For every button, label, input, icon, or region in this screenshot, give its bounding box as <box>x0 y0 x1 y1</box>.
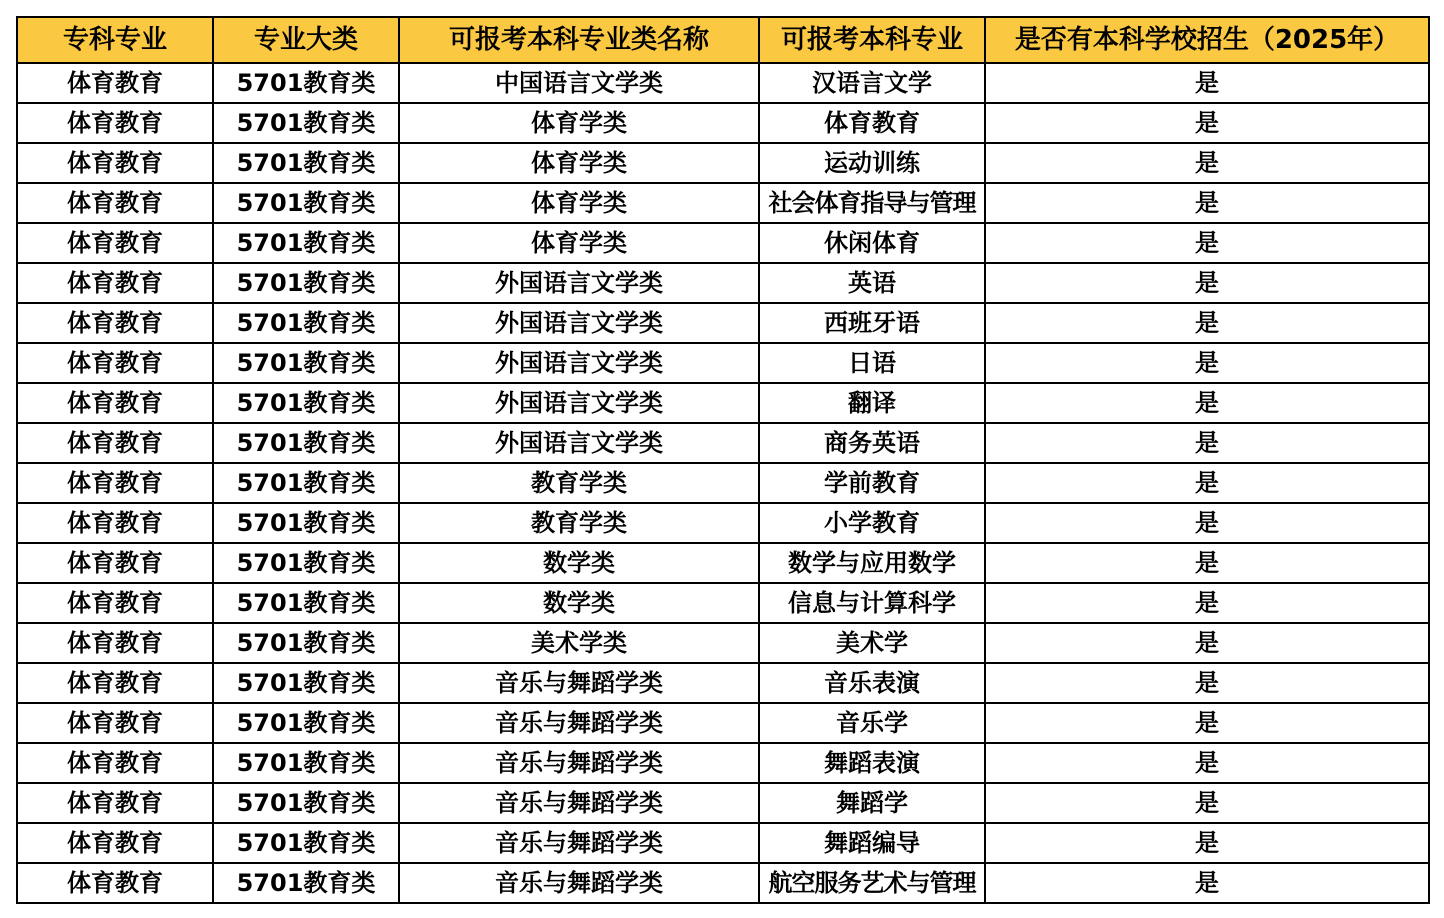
col-header-associate-major: 专科专业 <box>17 17 213 63</box>
table-row <box>17 823 1429 863</box>
table-row <box>17 543 1429 583</box>
cell-major-category: 5701教育类 <box>213 823 399 863</box>
cell-associate-major: 体育教育 <box>17 143 213 183</box>
cell-enrollment: 是 <box>985 183 1429 223</box>
cell-associate-major: 体育教育 <box>17 503 213 543</box>
cell-bachelor-category: 音乐与舞蹈学类 <box>399 863 759 903</box>
cell-enrollment: 是 <box>985 143 1429 183</box>
table-row <box>17 383 1429 423</box>
cell-enrollment: 是 <box>985 343 1429 383</box>
cell-bachelor-major: 英语 <box>759 263 985 303</box>
cell-associate-major: 体育教育 <box>17 463 213 503</box>
cell-bachelor-category: 体育学类 <box>399 183 759 223</box>
cell-associate-major: 体育教育 <box>17 823 213 863</box>
cell-enrollment: 是 <box>985 703 1429 743</box>
table-row <box>17 103 1429 143</box>
cell-bachelor-major: 航空服务艺术与管理 <box>759 863 985 903</box>
cell-bachelor-major: 翻译 <box>759 383 985 423</box>
cell-bachelor-major: 美术学 <box>759 623 985 663</box>
cell-bachelor-major: 舞蹈表演 <box>759 743 985 783</box>
cell-associate-major: 体育教育 <box>17 63 213 103</box>
cell-enrollment: 是 <box>985 783 1429 823</box>
cell-associate-major: 体育教育 <box>17 543 213 583</box>
cell-bachelor-category: 数学类 <box>399 583 759 623</box>
cell-major-category: 5701教育类 <box>213 63 399 103</box>
header-row <box>17 17 1429 63</box>
cell-bachelor-category: 外国语言文学类 <box>399 303 759 343</box>
table-row <box>17 423 1429 463</box>
cell-major-category: 5701教育类 <box>213 263 399 303</box>
cell-bachelor-major: 音乐表演 <box>759 663 985 703</box>
cell-bachelor-category: 音乐与舞蹈学类 <box>399 663 759 703</box>
cell-bachelor-major: 舞蹈学 <box>759 783 985 823</box>
cell-major-category: 5701教育类 <box>213 463 399 503</box>
cell-bachelor-major: 西班牙语 <box>759 303 985 343</box>
cell-enrollment: 是 <box>985 583 1429 623</box>
cell-major-category: 5701教育类 <box>213 503 399 543</box>
cell-bachelor-category: 体育学类 <box>399 103 759 143</box>
table-row <box>17 343 1429 383</box>
cell-bachelor-category: 体育学类 <box>399 223 759 263</box>
cell-bachelor-category: 数学类 <box>399 543 759 583</box>
cell-associate-major: 体育教育 <box>17 743 213 783</box>
cell-major-category: 5701教育类 <box>213 663 399 703</box>
col-header-bachelor-major: 可报考本科专业 <box>759 17 985 63</box>
table-row <box>17 503 1429 543</box>
cell-bachelor-category: 音乐与舞蹈学类 <box>399 783 759 823</box>
table-row <box>17 63 1429 103</box>
cell-enrollment: 是 <box>985 103 1429 143</box>
cell-enrollment: 是 <box>985 543 1429 583</box>
cell-bachelor-major: 小学教育 <box>759 503 985 543</box>
cell-major-category: 5701教育类 <box>213 143 399 183</box>
table-row <box>17 303 1429 343</box>
cell-associate-major: 体育教育 <box>17 383 213 423</box>
cell-major-category: 5701教育类 <box>213 543 399 583</box>
cell-enrollment: 是 <box>985 423 1429 463</box>
table-row <box>17 263 1429 303</box>
cell-bachelor-category: 外国语言文学类 <box>399 383 759 423</box>
cell-bachelor-category: 体育学类 <box>399 143 759 183</box>
cell-bachelor-category: 外国语言文学类 <box>399 423 759 463</box>
cell-associate-major: 体育教育 <box>17 863 213 903</box>
cell-major-category: 5701教育类 <box>213 103 399 143</box>
cell-associate-major: 体育教育 <box>17 423 213 463</box>
table-row <box>17 743 1429 783</box>
cell-enrollment: 是 <box>985 303 1429 343</box>
cell-bachelor-major: 运动训练 <box>759 143 985 183</box>
cell-major-category: 5701教育类 <box>213 703 399 743</box>
table-row <box>17 703 1429 743</box>
cell-major-category: 5701教育类 <box>213 223 399 263</box>
cell-enrollment: 是 <box>985 263 1429 303</box>
cell-bachelor-category: 音乐与舞蹈学类 <box>399 743 759 783</box>
cell-major-category: 5701教育类 <box>213 183 399 223</box>
cell-major-category: 5701教育类 <box>213 863 399 903</box>
cell-associate-major: 体育教育 <box>17 623 213 663</box>
cell-enrollment: 是 <box>985 463 1429 503</box>
cell-enrollment: 是 <box>985 663 1429 703</box>
cell-major-category: 5701教育类 <box>213 583 399 623</box>
cell-bachelor-category: 教育学类 <box>399 463 759 503</box>
table-body <box>17 63 1429 903</box>
cell-enrollment: 是 <box>985 223 1429 263</box>
cell-bachelor-major: 商务英语 <box>759 423 985 463</box>
cell-bachelor-major: 休闲体育 <box>759 223 985 263</box>
cell-bachelor-category: 教育学类 <box>399 503 759 543</box>
table-row <box>17 583 1429 623</box>
cell-bachelor-major: 信息与计算科学 <box>759 583 985 623</box>
col-header-major-category: 专业大类 <box>213 17 399 63</box>
cell-bachelor-major: 学前教育 <box>759 463 985 503</box>
cell-major-category: 5701教育类 <box>213 343 399 383</box>
cell-bachelor-major: 汉语言文学 <box>759 63 985 103</box>
cell-associate-major: 体育教育 <box>17 223 213 263</box>
cell-bachelor-major: 社会体育指导与管理 <box>759 183 985 223</box>
cell-enrollment: 是 <box>985 863 1429 903</box>
col-header-bachelor-category: 可报考本科专业类名称 <box>399 17 759 63</box>
table-row <box>17 223 1429 263</box>
table-row <box>17 143 1429 183</box>
col-header-enrollment-2025: 是否有本科学校招生（2025年） <box>985 17 1429 63</box>
cell-bachelor-major: 舞蹈编导 <box>759 823 985 863</box>
cell-bachelor-category: 美术学类 <box>399 623 759 663</box>
cell-bachelor-category: 音乐与舞蹈学类 <box>399 823 759 863</box>
cell-associate-major: 体育教育 <box>17 263 213 303</box>
cell-associate-major: 体育教育 <box>17 703 213 743</box>
cell-bachelor-category: 音乐与舞蹈学类 <box>399 703 759 743</box>
cell-bachelor-category: 中国语言文学类 <box>399 63 759 103</box>
cell-major-category: 5701教育类 <box>213 783 399 823</box>
cell-bachelor-major: 音乐学 <box>759 703 985 743</box>
cell-major-category: 5701教育类 <box>213 623 399 663</box>
cell-bachelor-major: 体育教育 <box>759 103 985 143</box>
table-row <box>17 623 1429 663</box>
admissions-table <box>16 16 1430 904</box>
cell-associate-major: 体育教育 <box>17 663 213 703</box>
cell-major-category: 5701教育类 <box>213 423 399 463</box>
cell-associate-major: 体育教育 <box>17 583 213 623</box>
cell-bachelor-category: 外国语言文学类 <box>399 343 759 383</box>
table-row <box>17 663 1429 703</box>
cell-associate-major: 体育教育 <box>17 343 213 383</box>
cell-major-category: 5701教育类 <box>213 383 399 423</box>
cell-bachelor-category: 外国语言文学类 <box>399 263 759 303</box>
cell-enrollment: 是 <box>985 503 1429 543</box>
cell-associate-major: 体育教育 <box>17 783 213 823</box>
cell-enrollment: 是 <box>985 623 1429 663</box>
cell-associate-major: 体育教育 <box>17 303 213 343</box>
cell-associate-major: 体育教育 <box>17 183 213 223</box>
cell-bachelor-major: 数学与应用数学 <box>759 543 985 583</box>
cell-enrollment: 是 <box>985 823 1429 863</box>
cell-major-category: 5701教育类 <box>213 743 399 783</box>
table-row <box>17 783 1429 823</box>
cell-major-category: 5701教育类 <box>213 303 399 343</box>
cell-enrollment: 是 <box>985 63 1429 103</box>
cell-enrollment: 是 <box>985 743 1429 783</box>
cell-enrollment: 是 <box>985 383 1429 423</box>
table-row <box>17 183 1429 223</box>
table-row <box>17 463 1429 503</box>
cell-bachelor-major: 日语 <box>759 343 985 383</box>
table-row <box>17 863 1429 903</box>
cell-associate-major: 体育教育 <box>17 103 213 143</box>
